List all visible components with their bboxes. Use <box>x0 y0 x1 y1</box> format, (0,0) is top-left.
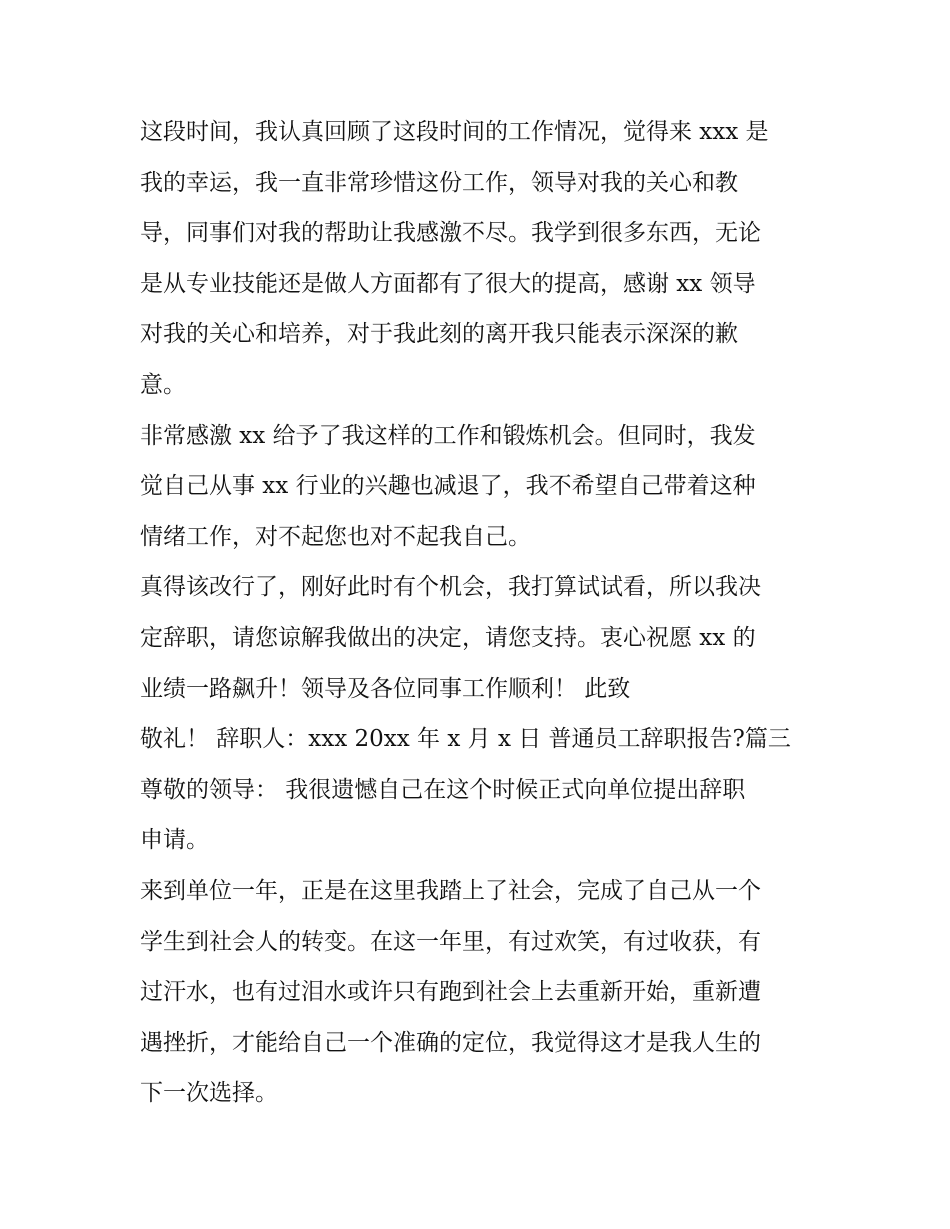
text-line: 真得该改行了，刚好此时有个机会，我打算试试看，所以我决 <box>140 574 761 601</box>
text-line: 过汗水，也有过泪水或许只有跑到社会上去重新开始，重新遭 <box>140 979 761 1006</box>
text-line: 是从专业技能还是做人方面都有了很大的提高，感谢 xx 领导 <box>140 270 756 297</box>
text-line: 业绩一路飙升！领导及各位同事工作顺利！ 此致 <box>140 675 631 702</box>
text-line: 学生到社会人的转变。在这一年里，有过欢笑，有过收获，有 <box>140 928 761 955</box>
text-line: 来到单位一年，正是在这里我踏上了社会，完成了自己从一个 <box>140 877 761 904</box>
text-line: 觉自己从事 xx 行业的兴趣也减退了，我不希望自己带着这种 <box>140 473 756 500</box>
text-line: 下一次选择。 <box>140 1080 278 1107</box>
text-line: 意。 <box>140 371 186 398</box>
text-line: 敬礼！ 辞职人：xxx 20xx 年 x 月 x 日 普通员工辞职报告?篇三 <box>140 726 791 753</box>
text-line: 遇挫折，才能给自己一个准确的定位，我觉得这才是我人生的 <box>140 1029 761 1056</box>
document-body <box>140 107 830 1119</box>
text-line: 非常感激 xx 给予了我这样的工作和锻炼机会。但同时，我发 <box>140 422 756 449</box>
text-line: 尊敬的领导： 我很遗憾自己在这个时候正式向单位提出辞职 <box>140 776 746 803</box>
text-line: 导，同事们对我的帮助让我感激不尽。我学到很多东西，无论 <box>140 220 761 247</box>
text-line: 情绪工作，对不起您也对不起我自己。 <box>140 523 531 550</box>
text-line: 定辞职，请您谅解我做出的决定，请您支持。衷心祝愿 xx 的 <box>140 624 756 651</box>
text-line: 申请。 <box>140 827 209 854</box>
text-line: 这段时间，我认真回顾了这段时间的工作情况，觉得来 xxx 是 <box>140 119 769 145</box>
text-line: 我的幸运，我一直非常珍惜这份工作，领导对我的关心和教 <box>140 169 738 196</box>
text-line: 对我的关心和培养，对于我此刻的离开我只能表示深深的歉 <box>140 321 738 348</box>
